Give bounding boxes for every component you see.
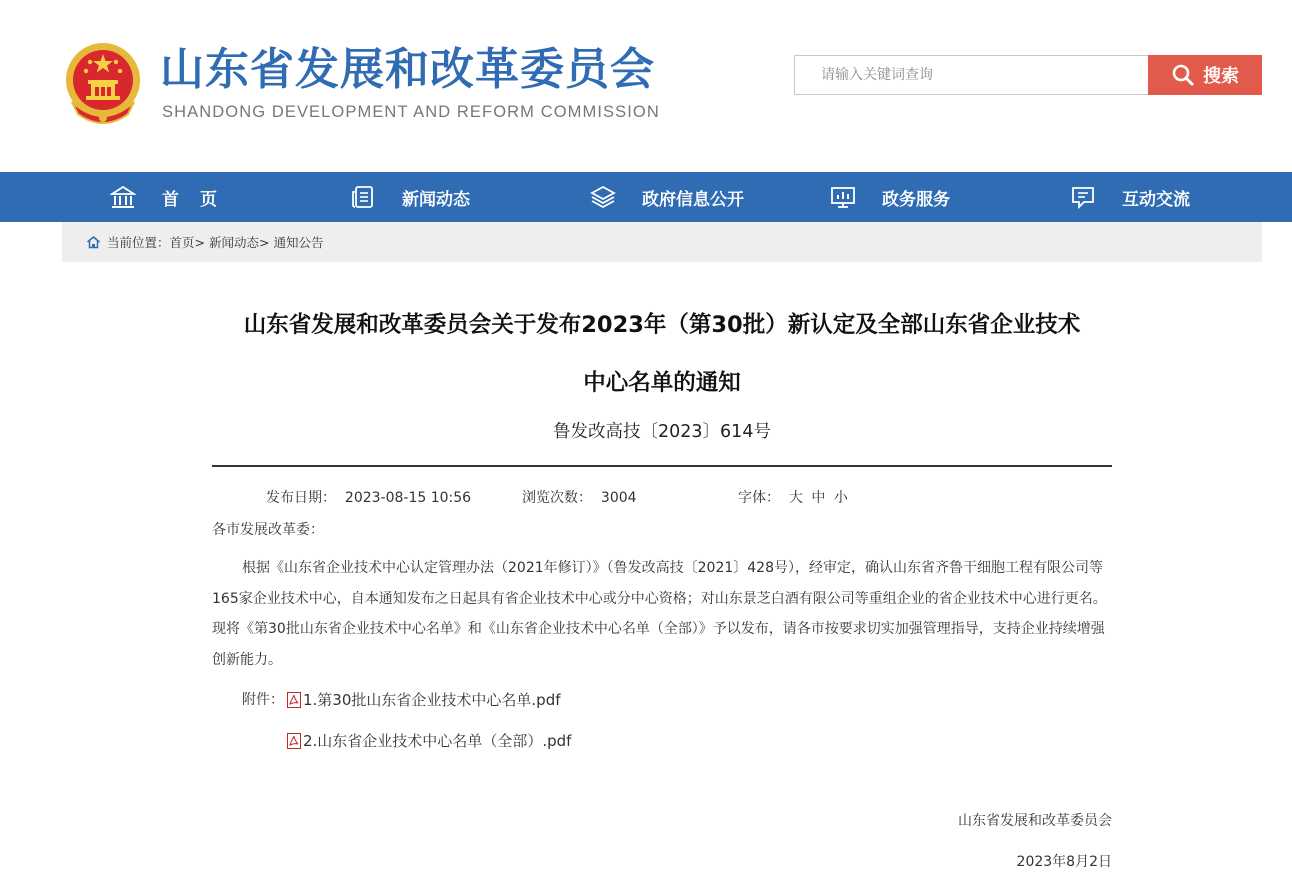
search-icon: [1171, 63, 1195, 87]
breadcrumb-separator: >: [259, 234, 270, 250]
attachment-name: 1.第30批山东省企业技术中心名单.pdf: [303, 691, 561, 709]
article-title-line2: 中心名单的通知: [583, 370, 741, 396]
chart-monitor-icon: [830, 184, 856, 210]
attachments-label: 附件：: [242, 692, 284, 708]
attachment-link-2[interactable]: [287, 730, 571, 751]
search-input[interactable]: [794, 55, 1148, 95]
national-emblem-icon[interactable]: [62, 40, 144, 126]
salutation: 各市发展改革委：: [212, 522, 324, 538]
nav-item-label: 首 页: [162, 189, 219, 210]
main-nav: [0, 172, 1292, 222]
views-meta: [522, 487, 637, 507]
doc-number: 鲁发改高技〔2023〕614号: [553, 422, 771, 442]
font-size-large[interactable]: 大: [788, 490, 803, 506]
nav-item-home[interactable]: [110, 172, 219, 222]
signature-organization: 山东省发展和改革委员会: [958, 813, 1112, 829]
pdf-icon: [287, 733, 301, 749]
breadcrumb-news[interactable]: 新闻动态: [209, 235, 260, 250]
font-size-small[interactable]: 小: [833, 490, 848, 506]
nav-item-label: 互动交流: [1122, 189, 1190, 210]
attachment-name: 2.山东省企业技术中心名单（全部）.pdf: [303, 732, 572, 750]
article-title: [212, 296, 1112, 412]
nav-item-news[interactable]: [350, 172, 470, 222]
body-paragraph: 根据《山东省企业技术中心认定管理办法（2021年修订）》（鲁发改高技〔2021〕428号），经审定，确认山东省齐鲁干细胞工程有限公司等165家企业技术中心，自本通知发布之日起具有省企业技术中心或分中心资格；对山东景芝白酒有限公司等重组企业的省企业技术中心进行更名。现将《第30批山东省企业技术中心名单》和《山东省企业技术中心名单（全部）》予以发布，请各市按要求切实加强管理指导，支持企业持续增强创新能力。: [212, 560, 1107, 668]
search-button[interactable]: [1148, 55, 1262, 95]
font-size-meta: [738, 487, 852, 507]
nav-item-label: 政务服务: [882, 189, 950, 210]
site-title: 山东省发展和改革委员会: [160, 44, 655, 95]
font-size-label: 字体：: [738, 490, 780, 506]
signature-date: 2023年8月2日: [1016, 854, 1112, 870]
home-building-icon: [110, 184, 136, 210]
nav-item-label: 新闻动态: [402, 189, 470, 210]
views-value: 3004: [600, 490, 637, 506]
nav-item-services[interactable]: [830, 172, 950, 222]
article-title-line1: 山东省发展和改革委员会关于发布2023年（第30批）新认定及全部山东省企业技术: [243, 312, 1081, 338]
nav-item-label: 政府信息公开: [642, 189, 744, 210]
breadcrumb-prefix: 当前位置：: [107, 235, 170, 250]
font-size-medium[interactable]: 中: [811, 490, 826, 506]
publish-date-value: 2023-08-15 10:56: [344, 490, 472, 506]
nav-item-gov-info[interactable]: [590, 172, 744, 222]
breadcrumb-separator: >: [194, 234, 206, 250]
title-divider: [212, 465, 1112, 467]
attachment-link-1[interactable]: [287, 689, 561, 710]
layers-icon: [590, 184, 616, 210]
pdf-icon: [287, 692, 301, 708]
site-subtitle: SHANDONG DEVELOPMENT AND REFORM COMMISSION: [162, 103, 660, 121]
views-label: 浏览次数：: [522, 490, 592, 506]
breadcrumb: [62, 222, 1262, 262]
news-document-icon: [350, 184, 376, 210]
nav-item-interaction[interactable]: [1070, 172, 1190, 222]
breadcrumb-home[interactable]: 首页: [169, 235, 195, 250]
publish-date-meta: [266, 487, 471, 507]
publish-date-label: 发布日期：: [266, 490, 336, 506]
chat-bubble-icon: [1070, 184, 1096, 210]
breadcrumb-notices[interactable]: 通知公告: [273, 235, 324, 250]
search-button-label: 搜索: [1203, 66, 1239, 87]
site-header: [0, 0, 1292, 172]
home-icon: [86, 235, 101, 250]
